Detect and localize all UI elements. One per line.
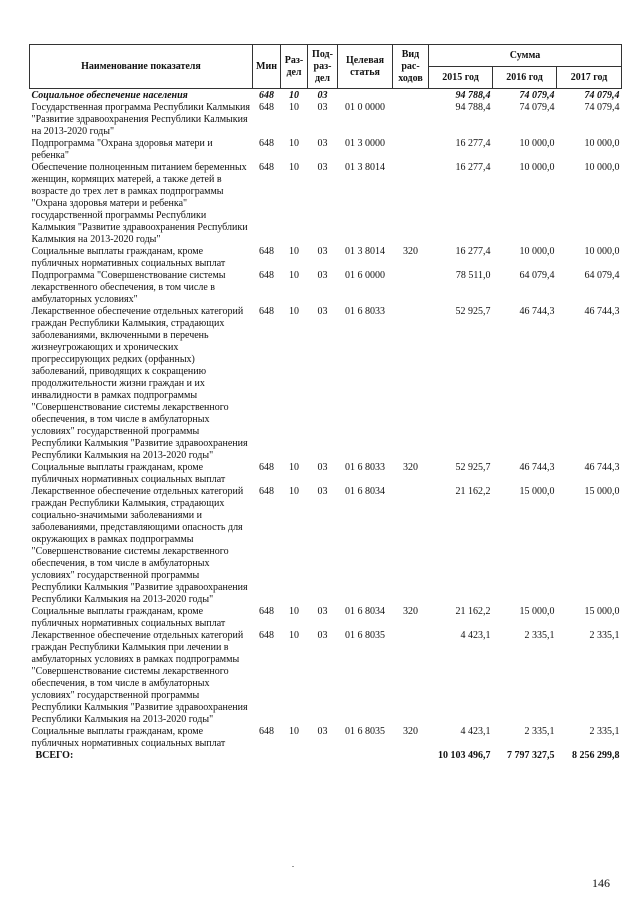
row-sum-2017: 2 335,1 [589, 630, 620, 641]
row-razdel: 10 [289, 270, 299, 281]
row-target-article: 01 6 8033 [345, 462, 385, 473]
row-expense-type [393, 270, 429, 306]
row-razdel: 10 [289, 606, 299, 617]
row-razdel: 10 [289, 138, 299, 149]
row-sum-2015: 78 511,0 [455, 270, 491, 281]
row-sum-2016: 15 000,0 [519, 486, 555, 497]
row-sum-2017: 64 079,4 [584, 270, 620, 281]
row-sum-2016: 10 000,0 [519, 246, 555, 257]
row-sum-2017: 15 000,0 [584, 606, 620, 617]
table-row [30, 89, 622, 103]
row-sum-2015: 4 423,1 [460, 630, 491, 641]
row-sum-2017: 2 335,1 [589, 726, 620, 737]
row-sum-2015: 94 788,4 [455, 102, 491, 113]
row-min: 648 [259, 162, 274, 173]
row-sum-2015: 4 423,1 [460, 726, 491, 737]
row-sum-2017: 74 079,4 [584, 102, 620, 113]
row-expense-type [393, 306, 429, 462]
row-sum-2017: 74 079,4 [584, 90, 620, 101]
row-expense-type [393, 102, 429, 138]
total-sum-2016: 7 797 327,5 [507, 750, 555, 761]
table-row [30, 270, 622, 306]
row-target-article: 01 6 8034 [345, 606, 385, 617]
row-target-article: 01 6 8034 [345, 486, 385, 497]
row-podrazdel: 03 [317, 306, 328, 317]
row-sum-2015: 16 277,4 [455, 138, 491, 149]
page-number: 146 [592, 876, 610, 890]
row-target-article: 01 6 0000 [345, 270, 385, 281]
row-name: Социальные выплаты гражданам, кроме публичных нормативных социальных выплат [31, 462, 226, 485]
row-min: 648 [259, 486, 274, 497]
row-expense-type: 320 [403, 726, 418, 737]
row-name: Подпрограмма "Совершенствование системы лекарственного обеспечения, в том числе в амбулаторных условиях" [31, 270, 226, 305]
row-sum-2016: 74 079,4 [519, 90, 555, 101]
row-target-article: 01 6 8035 [345, 726, 385, 737]
budget-table [29, 44, 622, 762]
table-row [30, 630, 622, 726]
row-sum-2016: 46 744,3 [519, 306, 555, 317]
row-sum-2016: 46 744,3 [519, 462, 555, 473]
row-sum-2016: 64 079,4 [519, 270, 555, 281]
row-target-article: 01 3 8014 [345, 162, 385, 173]
table-row [30, 246, 622, 270]
row-name: Социальные выплаты гражданам, кроме публичных нормативных социальных выплат [31, 606, 226, 629]
row-min: 648 [259, 102, 274, 113]
row-min: 648 [259, 606, 274, 617]
row-min: 648 [259, 462, 274, 473]
header-year-2016: 2016 год [493, 67, 557, 89]
header-summa: Сумма [429, 45, 622, 67]
table-row [30, 162, 622, 246]
row-razdel: 10 [289, 162, 299, 173]
row-razdel: 10 [289, 306, 299, 317]
row-sum-2016: 10 000,0 [519, 138, 555, 149]
total-sum-2017: 8 256 299,8 [572, 750, 620, 761]
row-podrazdel: 03 [317, 90, 328, 101]
row-sum-2016: 15 000,0 [519, 606, 555, 617]
table-row [30, 306, 622, 462]
row-expense-type [393, 138, 429, 162]
row-razdel: 10 [289, 462, 299, 473]
row-min: 648 [259, 90, 274, 101]
row-sum-2016: 2 335,1 [524, 630, 555, 641]
row-min: 648 [259, 138, 274, 149]
header-razdel: Раз- дел [281, 45, 308, 89]
row-min: 648 [259, 726, 274, 737]
row-expense-type: 320 [403, 606, 418, 617]
total-row [30, 750, 622, 762]
table-row [30, 606, 622, 630]
row-expense-type [393, 630, 429, 726]
row-expense-type [393, 162, 429, 246]
row-target-article: 01 3 0000 [345, 138, 385, 149]
row-podrazdel: 03 [317, 630, 328, 641]
row-name: Социальное обеспечение населения [31, 90, 188, 101]
row-min: 648 [259, 630, 274, 641]
row-sum-2016: 10 000,0 [519, 162, 555, 173]
table-row [30, 462, 622, 486]
row-name: Подпрограмма "Охрана здоровья матери и ребенка" [31, 138, 213, 161]
row-sum-2017: 46 744,3 [584, 462, 620, 473]
table-row [30, 138, 622, 162]
row-name: Социальные выплаты гражданам, кроме публичных нормативных социальных выплат [31, 726, 226, 749]
row-razdel: 10 [289, 630, 299, 641]
row-name: Лекарственное обеспечение отдельных категорий граждан Республики Калмыкия, страдающих заболеваниями, включенными в перечень жизнеугрожающих и хронических прогрессирующих редких (орфанных) заболеваний, приводящих к сокращению продолжительности жизни граждан и их инвалидности в рамках подпрограммы "Совершенствование системы лекарственного обеспечения, в том числе в амбулаторных условиях" государственной программы Республики Калмыкия "Развитие здравоохранения Республики Калмыкия на 2013-2020 годы" [31, 306, 248, 461]
row-min: 648 [259, 246, 274, 257]
row-expense-type [393, 89, 429, 103]
row-target-article: 01 0 0000 [345, 102, 385, 113]
row-sum-2017: 10 000,0 [584, 246, 620, 257]
table-row [30, 102, 622, 138]
header-podrazdel: Под- раз- дел [308, 45, 338, 89]
row-sum-2017: 15 000,0 [584, 486, 620, 497]
row-podrazdel: 03 [317, 102, 328, 113]
row-target-article [338, 89, 393, 103]
table-row [30, 486, 622, 606]
row-target-article: 01 6 8033 [345, 306, 385, 317]
total-sum-2015: 10 103 496,7 [438, 750, 491, 761]
header-year-2015: 2015 год [429, 67, 493, 89]
row-sum-2017: 10 000,0 [584, 138, 620, 149]
row-expense-type [393, 486, 429, 606]
row-min: 648 [259, 306, 274, 317]
header-min: Мин [253, 45, 281, 89]
row-expense-type: 320 [403, 462, 418, 473]
table-row [30, 726, 622, 750]
total-label: ВСЕГО: [35, 750, 74, 761]
row-podrazdel: 03 [317, 486, 328, 497]
row-sum-2015: 16 277,4 [455, 246, 491, 257]
header-name: Наименование показателя [30, 45, 253, 89]
row-razdel: 10 [289, 102, 299, 113]
header-year-2017: 2017 год [557, 67, 622, 89]
row-sum-2015: 16 277,4 [455, 162, 491, 173]
scan-dot [292, 866, 294, 867]
row-min: 648 [259, 270, 274, 281]
row-sum-2017: 10 000,0 [584, 162, 620, 173]
row-razdel: 10 [289, 486, 299, 497]
header-celevaya: Целевая статья [338, 45, 393, 89]
row-name: Обеспечение полноценным питанием беременных женщин, кормящих матерей, а также детей в возрасте до трех лет в рамках подпрограммы "Охрана здоровья матери и ребенка" государственной программы Республики Калмыкия "Развитие здравоохранения Республики Калмыкия на 2013-2020 годы" [31, 162, 248, 245]
row-name: Государственная программа Республики Калмыкия "Развитие здравоохранения Республики Калмыкия на 2013-2020 годы" [31, 102, 251, 137]
row-razdel: 10 [289, 90, 299, 101]
row-sum-2016: 2 335,1 [524, 726, 555, 737]
row-sum-2017: 46 744,3 [584, 306, 620, 317]
row-sum-2015: 52 925,7 [455, 306, 491, 317]
row-podrazdel: 03 [317, 726, 328, 737]
row-sum-2016: 74 079,4 [519, 102, 555, 113]
row-name: Социальные выплаты гражданам, кроме публичных нормативных социальных выплат [31, 246, 226, 269]
row-podrazdel: 03 [317, 462, 328, 473]
row-name: Лекарственное обеспечение отдельных категорий граждан Республики Калмыкия, страдающих социально-значимыми заболеваниями и заболеваниями, представляющими опасность для окружающих в рамках подпрограммы "Совершенствование системы лекарственного обеспечения, в том числе в амбулаторных условиях" государственной программы Республики Калмыкия "Развитие здравоохранения Республики Калмыкия на 2013-2020 годы" [31, 486, 248, 605]
row-sum-2015: 52 925,7 [455, 462, 491, 473]
row-razdel: 10 [289, 726, 299, 737]
row-podrazdel: 03 [317, 270, 328, 281]
row-sum-2015: 94 788,4 [455, 90, 491, 101]
row-razdel: 10 [289, 246, 299, 257]
row-podrazdel: 03 [317, 606, 328, 617]
row-name: Лекарственное обеспечение отдельных категорий граждан Республики Калмыкия при лечении в амбулаторных условиях в рамках подпрограммы "Совершенствование системы лекарственного обеспечения, в том числе в амбулаторных условиях" государственной программы Республики Калмыкия "Развитие здравоохранения Республики Калмыкия на 2013-2020 годы" [31, 630, 248, 725]
row-podrazdel: 03 [317, 138, 328, 149]
row-target-article: 01 6 8035 [345, 630, 385, 641]
row-podrazdel: 03 [317, 246, 328, 257]
row-sum-2015: 21 162,2 [455, 486, 491, 497]
header-vid: Вид рас- ходов [393, 45, 429, 89]
row-podrazdel: 03 [317, 162, 328, 173]
row-sum-2015: 21 162,2 [455, 606, 491, 617]
row-expense-type: 320 [403, 246, 418, 257]
row-target-article: 01 3 8014 [345, 246, 385, 257]
